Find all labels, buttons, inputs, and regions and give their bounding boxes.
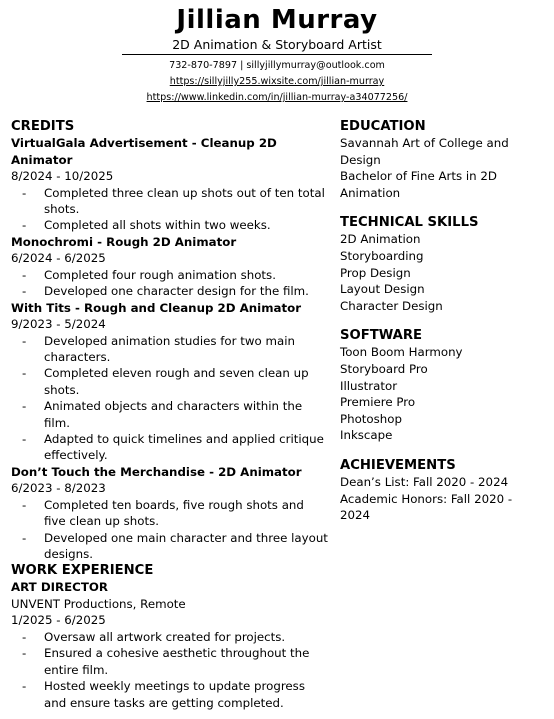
bullet-text: Developed animation studies for two main characters. (44, 333, 295, 364)
bullet-text: Completed three clean up shots out of ten total shots. (44, 185, 325, 216)
bullet-text: Adapted to quick timelines and applied critique effectively. (44, 431, 324, 463)
skill-item: Layout Design (340, 282, 425, 297)
header-divider (122, 54, 432, 55)
candidate-role: 2D Animation & Storyboard Artist (172, 37, 382, 52)
software-item: Illustrator (340, 378, 398, 393)
credit-entry (11, 464, 329, 563)
credit-title: With Tits - Rough and Cleanup 2D Animator (11, 300, 302, 315)
work-bullet (11, 678, 329, 711)
right-column (340, 118, 545, 537)
bullet-text: Completed eleven rough and seven clean up shots. (44, 366, 309, 397)
education-heading: EDUCATION (340, 119, 426, 134)
dash-bullet-icon: - (22, 218, 27, 233)
dash-bullet-icon: - (22, 530, 27, 545)
bullet-text: Developed one main character and three layout designs. (44, 530, 328, 561)
software-heading: SOFTWARE (340, 328, 423, 344)
software-item: Premiere Pro (340, 395, 416, 410)
bullet-text: Developed one character design for the film. (44, 284, 309, 299)
skill-item: Storyboarding (340, 248, 424, 263)
skill-item: 2D Animation (340, 232, 421, 247)
achievement-item: Academic Honors: Fall 2020 - 2024 (340, 491, 513, 523)
credit-bullet (11, 398, 329, 431)
dash-bullet-icon: - (22, 399, 27, 414)
resume-header (0, 4, 554, 106)
candidate-name: Jillian Murray (176, 5, 378, 35)
skill-item: Character Design (340, 298, 443, 313)
bullet-text: Ensured a cohesive aesthetic throughout the entire film. (44, 646, 310, 677)
credit-bullet (11, 431, 329, 464)
software-section (340, 327, 545, 444)
work-dates: 1/2025 - 6/2025 (11, 613, 106, 628)
credit-bullet (11, 217, 329, 233)
education-school: Savannah Art of College and Design (340, 136, 509, 167)
skill-item: Prop Design (340, 265, 411, 280)
credit-entry (11, 300, 329, 464)
credit-title: Don’t Touch the Merchandise - 2D Animator (11, 464, 302, 479)
credit-dates: 9/2023 - 5/2024 (11, 317, 106, 332)
software-item: Storyboard Pro (340, 361, 428, 376)
linkedin-link[interactable]: https://www.linkedin.com/in/jillian-murray-a34077256/ (146, 92, 408, 103)
bullet-text: Oversaw all artwork created for projects. (44, 629, 286, 644)
credit-dates: 8/2024 - 10/2025 (11, 169, 114, 183)
achievement-item: Dean’s List: Fall 2020 - 2024 (340, 474, 509, 489)
credit-title: VirtualGala Advertisement - Cleanup 2D Animator (11, 136, 277, 167)
credit-bullet (11, 283, 329, 299)
credit-dates: 6/2024 - 6/2025 (11, 251, 106, 266)
credit-bullet (11, 333, 329, 366)
credit-entry (11, 234, 329, 300)
credit-bullet (11, 497, 329, 530)
credit-entry (11, 135, 329, 234)
work-entry (11, 579, 329, 711)
credit-bullet (11, 365, 329, 398)
work-role: ART DIRECTOR (11, 580, 108, 595)
bullet-text: Hosted weekly meetings to update progress and ensure tasks are getting completed. (44, 679, 305, 710)
contact-line: 732-870-7897 | sillyjillymurray@outlook.com (169, 60, 385, 71)
dash-bullet-icon: - (22, 629, 27, 644)
software-item: Inkscape (340, 428, 393, 443)
work-experience-heading: WORK EXPERIENCE (11, 563, 154, 579)
dash-bullet-icon: - (22, 333, 27, 348)
dash-bullet-icon: - (22, 679, 27, 694)
bullet-text: Animated objects and characters within the film. (44, 399, 303, 430)
education-degree: Bachelor of Fine Arts in 2D Animation (340, 169, 497, 200)
dash-bullet-icon: - (22, 431, 27, 446)
bullet-text: Completed ten boards, five rough shots and five clean up shots. (44, 497, 304, 529)
dash-bullet-icon: - (22, 366, 27, 381)
dash-bullet-icon: - (22, 267, 27, 282)
achievements-section (340, 457, 545, 524)
dash-bullet-icon: - (22, 646, 27, 661)
work-bullet (11, 645, 329, 678)
software-item: Photoshop (340, 411, 402, 426)
credit-dates: 6/2023 - 8/2023 (11, 481, 106, 496)
bullet-text: Completed four rough animation shots. (44, 267, 276, 282)
dash-bullet-icon: - (22, 185, 27, 200)
technical-skills-heading: TECHNICAL SKILLS (340, 215, 479, 231)
bullet-text: Completed all shots within two weeks. (44, 218, 271, 233)
dash-bullet-icon: - (22, 284, 27, 299)
credit-title: Monochromi - Rough 2D Animator (11, 234, 237, 249)
work-company: UNVENT Productions, Remote (11, 596, 186, 611)
portfolio-link[interactable]: https://sillyjilly255.wixsite.com/jillian-murray (169, 76, 385, 87)
credit-bullet (11, 267, 329, 283)
credit-bullet (11, 185, 329, 218)
technical-skills-section (340, 214, 545, 314)
software-item: Toon Boom Harmony (340, 345, 463, 360)
work-bullet (11, 629, 329, 645)
education-section (340, 118, 545, 201)
credits-heading: CREDITS (11, 119, 75, 134)
achievements-heading: ACHIEVEMENTS (340, 457, 456, 473)
credit-bullet (11, 530, 329, 563)
dash-bullet-icon: - (22, 497, 27, 512)
left-column (11, 118, 329, 711)
